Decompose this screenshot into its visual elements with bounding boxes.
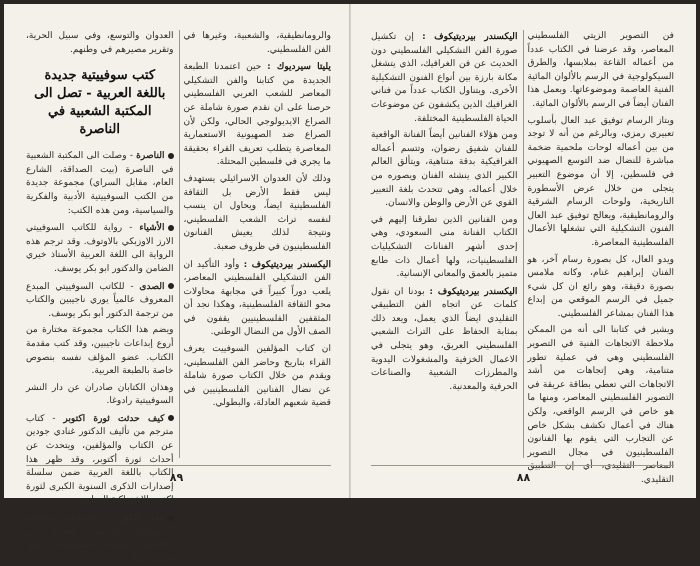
news-item-title: الصدى	[139, 280, 165, 292]
speaker-name: اليكسندر بيرديتيكوف :	[422, 31, 518, 42]
paragraph: ومن هؤلاء الفنانين أيضاً الفنانة الواقعية للفنان شفيق رضوان، وتتسم أعماله الغرافيكية بدقة متناهية، ويتألق العالم الكبير الذي ينشئه الفنان ويصوره من خلال أعماله، وهي تتحدث بلغة التعبير القوي عن الأرض والوطن والانسان.	[371, 130, 518, 209]
news-item-text: كتاب مترجم من تأليف الدكتور غنادي جودين عن الكتاب والمؤلفين، ويتحدث عن أحداث ثورة أكتوبر، وقد ظهر هذا الكتاب باللغة العربية ضمن سلسلة إصدارات الذكرى السنوية الكبرى لثورة اكتوبر الاشتراكية العظمى.	[26, 413, 174, 506]
article-headline: كتب سوفييتية جديدة باللغة العربية - تصل الى المكتبة الشعبية في الناصرة	[34, 68, 166, 138]
bullet-icon	[168, 153, 174, 159]
news-item-title: الأشياء	[139, 222, 165, 234]
news-item: كيف حدثت ثورة اكتوبر - كتاب مترجم من تأليف الدكتور غنادي جودين عن الكتاب والمؤلفين، ويتحدث عن أحداث ثورة أكتوبر، وقد ظهر هذا الكتاب باللغة العربية ضمن سلسلة إصدارات الذكرى السنوية الكبرى لثورة اكتوبر الاشتراكية العظمى.	[26, 412, 174, 506]
paragraph: العدوان والتوسع، وفي سبيل الحرية، وتقرير مصيرهم في وطنهم.	[26, 31, 174, 55]
news-item-text: مجموعة دراسات انثربولوجية أكاديمية صادرة عن الأكاديمية العلوم السوفييتية رئيس تحرير الكتاب.	[26, 513, 174, 564]
paragraph: وذلك لأن العدوان الاسرائيلي يستهدف ليس فقط الأرض بل الثقافة الفلسطينية ايضاً، ويحاول ان ينسب لنفسه تراث الشعب الفلسطيني، ونتيجة لذلك يعيش الفنانون الفلسطينيون في ظروف صعبة.	[183, 173, 331, 252]
speaker-name: يليتا سيرديوك :	[267, 61, 331, 73]
column-divider	[523, 30, 524, 458]
news-item: الأشياء - رواية للكاتب السوفييتي الارز الاوزبكي بالاوتوف. وقد ترجم هذه الرواية الى اللغة العربية الأستاذ خيري الضامن والدكتور ابو بكر يوسف.	[26, 222, 174, 274]
paragraph: ومن الفنانين الذين تطرقنا إليهم في الكتاب الفنانة منى السعودي، وهي إحدى أشهر الفنانات التشكيليات الفلسطينيات، ولها أعمال ذات طابع متميز بالعمق والمعاني الإنسانية.	[371, 214, 518, 280]
news-item-text: رواية للكاتب السوفييتي الارز الاوزبكي بالاوتوف. وقد ترجم هذه الرواية الى اللغة العربية الأستاذ خيري الضامن والدكتور ابو بكر يوسف.	[26, 223, 174, 274]
page-right-col-right	[527, 30, 675, 485]
bullet-icon	[168, 415, 174, 421]
footer-rule	[371, 465, 674, 466]
paragraph-text: وأود التأكيد ان الفن التشكيلي الفلسطيني المعاصر، يلعب دوراً كبيراً في مجابهة محاولات محو الثقافة الفلسطينية، وهكذا نجد أن المثقفين الفلسطينيين يقفون في الصف الأول من النضال الوطني.	[183, 259, 331, 338]
page-number: ٨٩	[169, 471, 184, 484]
paragraph: فن التصوير الزيتي الفلسطيني المعاصر، وقد عرضنا في الكتاب عدداً من أعماله القاعة بملابسها، والطرق السيكولوجية في الرسم بالألوان المائية الفنية العاصمة وموضوعاتها. وبعمل هذا الفنان أيضاً في الرسم بالألوان المائية.	[527, 31, 674, 109]
page-number: ٨٨	[516, 471, 531, 484]
footer-rule	[26, 465, 331, 466]
paragraph: وبتاز الرسام توفيق عبد العال بأسلوب تعبيري رمزي، وبالرغم من أنه لا توجد من بين أعماله لوحات ملحمية ضخمة مباشرة للنضال ضد التوسع الصهيوني في فلسطين، إلا أن موضوع التعبير يتجلى من خلال عرض الأسطورة التاريخية، ولوحات الرسام الشرقية والرومانطيقية، ويعالج توفيق عبد العال الفنون التشكيلية التي تشغلها الأعمال الفلسطينية المعاصرة.	[527, 115, 674, 248]
interview-paragraph	[371, 30, 518, 126]
bullet-icon	[168, 225, 174, 231]
page-left	[4, 4, 350, 564]
paragraph-text: بودنا ان نقول كلمات عن اتجاه الفن التطبيقي التقليدي ايضاً الذي يعمل، ويعد ذلك بمثابة الحفاظ على التراث الشعبي الفلسطيني العريق، وهو يتجلى في الاعمال الخزفية والمشغولات اليدوية والمطرزات الشعبية والصناعات الحرفية والمعدنية.	[371, 286, 518, 392]
news-item-title: كيف حدثت ثورة اكتوبر	[63, 412, 165, 424]
column-divider	[179, 30, 180, 458]
book-spread	[4, 4, 696, 564]
page-left-col-left	[26, 30, 174, 564]
news-item-title: الناصرة	[136, 150, 165, 162]
paragraph: وهذان الكتابان صادران عن دار النشر السوفييتية رادوغا.	[26, 382, 174, 407]
paragraph: ويضم هذا الكتاب مجموعة مختارة من أروع إبداعات ناجيبين، وقد كتب مقدمة الكتاب. عضو المؤلف نفسه بنصوص خاصة بالطبعة العربية.	[26, 325, 174, 377]
page-right-col-left	[371, 30, 518, 458]
news-item: علم البلور - مجموعة دراسات انثربولوجية أكاديمية صادرة عن الأكاديمية العلوم السوفييتية رئيس تحرير الكتاب.	[26, 512, 174, 564]
news-item-title: علم البلور	[119, 512, 165, 524]
paragraph: ويشير في كتابنا الى أنه من الممكن ملاحظة الاتجاهات الفنية في التصوير الفلسطيني وهي في عملية تطور متنامية، وهي إتجاهات من أشد الاتجاهات التي تعطي بطاقة عريقة في التصوير الفلسطيني المعاصر، ومنها ما هو خاص في الرسم الواقعي، ولكن هناك في أعمال تكشف بشكل خاص عن التجارب التي يقوم بها الفنانون الفلسطينيون في مجال التصوير المعاصر التقليدي، أي إن التطبيق التقليدي.	[527, 325, 674, 485]
news-item: الناصرة - وصلت الى المكتبة الشعبية في الناصرة (بيت الصداقة، الشارع العام، مقابل السراي) مجموعة جديدة من الكتب السوفييتية الأدبية والفكرية والسياسية، ومن هذه الكتب:	[26, 150, 174, 216]
paragraph-text: إن تكشيل صورة الفن التشكيلي الفلسطيني دون الحديث عن فن الغرافيك، الذي يتشغل مكانة بارزة بين أنواع الفنون التشكيلية الأخرى. ويتناول الكتاب عدداً من فناني الغرافيك الذين يكشفون عن موضوعات الحياة الفلسطينية المختلفة.	[371, 32, 518, 124]
page-right	[350, 4, 696, 498]
interview-paragraph	[184, 60, 332, 170]
interview-paragraph	[184, 258, 332, 341]
news-item: الصدى - للكاتب السوفييتي المبدع المعروف عالمياً يوري ناجيبين والكتاب من ترجمة الدكتور أبو بكر يوسف.	[26, 280, 174, 319]
paragraph: والرومانطيقية، والشعبية، وغيرها في الفن الفلسطيني.	[183, 31, 331, 55]
paragraph: ويدو العال، كل بصورة رسام آخر، هو الفنان إبراهيم غنام، وكانه ملامس بصورة دقيقة، وهو رائع ان كل شيء جميل في الرسم الموقعي من إبداع هذا الفنان بمشاعر الفلسطيني.	[527, 254, 674, 319]
interview-paragraph	[371, 285, 518, 395]
bullet-icon	[168, 515, 174, 521]
speaker-name: اليكسندر بيرديتيكوف :	[429, 285, 518, 297]
bullet-icon	[168, 283, 174, 289]
paragraph-text: حين اعتمدنا الطبعة الجديدة من كتابنا والفن التشكيلي المعاصر للشعب العربي الفلسطيني حرصنا على ان نقدم صورة شاملة عن الصراع الايديولوجي الحالي، ولكن لأن الصراع ضد الصهيونية الاستعمارية المعاصرة يتطلب تعريف القراء بحقيقة ما يجري في فلسطين المحتلة.	[183, 62, 331, 168]
paragraph: ان كتاب المؤلفين السوفييت يعرف القراء بتاريخ وحاضر الفن الفلسطيني، ويقدم من خلال الكتاب صورة شاملة عن نضال الفنانين الفلسطينيين في قضية شعبهم العادلة، والبطولي.	[183, 344, 331, 409]
news-item-text: للكاتب السوفييتي المبدع المعروف عالمياً يوري ناجيبين والكتاب من ترجمة الدكتور أبو بكر يوسف.	[26, 281, 174, 319]
speaker-name: اليكسندر بيرديتيكوف :	[243, 258, 331, 270]
news-item-text: وصلت الى المكتبة الشعبية في الناصرة (بيت الصداقة، الشارع العام، مقابل السراي) مجموعة جديدة من الكتب السوفييتية الأدبية والفكرية والسياسية، ومن هذه الكتب:	[26, 151, 174, 216]
page-left-col-right	[184, 30, 332, 458]
